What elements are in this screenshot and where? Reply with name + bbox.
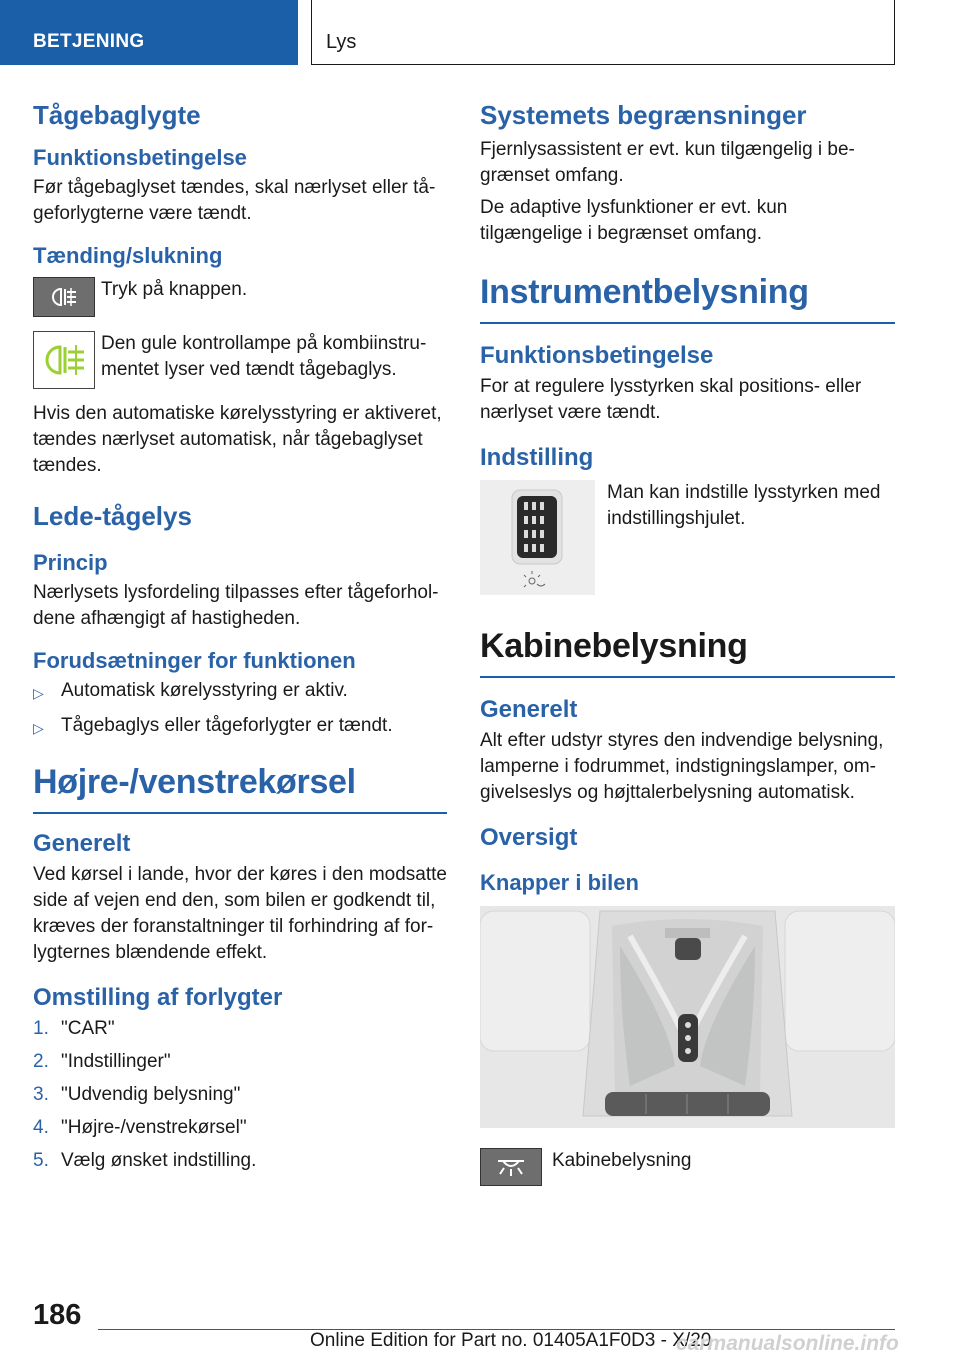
limits-text-1: Fjernlysassistent er evt. kun tilgængelig i be-grænset omfang. bbox=[480, 139, 855, 186]
cabin-light-button-icon bbox=[480, 1148, 542, 1186]
wheel-row bbox=[480, 480, 895, 595]
general-text: Ved kørsel i lande, hvor der køres i den modsatte side af vejen end den, som bilen er godkendt til, kræves der foranstaltninger til forhindring af for-lygternes blændende effekt. bbox=[33, 864, 447, 963]
principle-text: Nærlysets lysfordeling tilpasses efter tågeforhol-dene afhængigt af hastigheden. bbox=[33, 582, 439, 629]
cabin-button-row bbox=[480, 1148, 895, 1186]
cabin-general-title: Generelt bbox=[480, 696, 578, 723]
rear-fog-button-icon bbox=[33, 277, 95, 317]
overview-title: Oversigt bbox=[480, 824, 578, 851]
instr-title: Instrumentbelysning bbox=[480, 273, 895, 324]
triangle-bullet-icon: ▷ bbox=[33, 720, 44, 736]
fog-title: Tågebaglygte bbox=[33, 100, 201, 130]
adjust-title: Omstilling af forlygter bbox=[33, 984, 283, 1011]
list-item: ▷ Automatisk kørelysstyring er aktiv. bbox=[33, 678, 447, 706]
general-title: Generelt bbox=[33, 830, 131, 857]
cabin-button-label: Kabinebelysning bbox=[552, 1150, 692, 1171]
left-column bbox=[33, 100, 447, 1181]
rear-fog-indicator-icon bbox=[33, 331, 95, 389]
instr-func-text: For at regulere lysstyrken skal positions- eller nærlyset være tændt. bbox=[480, 376, 862, 423]
steps-list bbox=[33, 1016, 447, 1174]
section-tab bbox=[0, 0, 298, 65]
fog-lamp-text: Den gule kontrollampe på kombiinstru-mentet lyser ved tændt tågebaglys. bbox=[101, 333, 427, 380]
prereq-title: Forudsætninger for funktionen bbox=[33, 648, 356, 673]
list-item: ▷ Tågebaglys eller tågeforlygter er tændt. bbox=[33, 713, 447, 741]
list-item: 2. "Indstillinger" bbox=[33, 1051, 171, 1072]
buttons-title: Knapper i bilen bbox=[480, 870, 639, 895]
instr-adjust-title: Indstilling bbox=[480, 444, 594, 471]
roof-console-image bbox=[480, 906, 895, 1128]
cabin-title: Kabinebelysning bbox=[480, 627, 895, 678]
instr-adjust-text: Man kan indstille lysstyrken med indstillingshjulet. bbox=[607, 482, 881, 529]
watermark: carmanualsonline.info bbox=[676, 1332, 899, 1355]
fog-func-title: Funktionsbetingelse bbox=[33, 145, 247, 170]
cabin-general-text: Alt efter udstyr styres den indvendige belysning, lamperne i fodrummet, indstigningslamper, om-givelseslys og højttalerbelysning automatisk. bbox=[480, 730, 884, 803]
list-item: 5. Vælg ønsket indstilling. bbox=[33, 1150, 257, 1171]
principle-title: Princip bbox=[33, 550, 108, 575]
fog-press-text: Tryk på knappen. bbox=[101, 279, 248, 300]
list-item: 4. "Højre-/venstrekørsel" bbox=[33, 1117, 247, 1138]
prereq-list bbox=[33, 678, 447, 741]
chapter-label: Lys bbox=[326, 31, 357, 53]
footer-edition: Online Edition for Part no. 01405A1F0D3 - X/20 bbox=[310, 1330, 712, 1351]
lhd-title: Højre-/venstrekørsel bbox=[33, 763, 447, 814]
page-number: 186 bbox=[33, 1299, 82, 1331]
fog-func-text: Før tågebaglyset tændes, skal nærlyset eller tå-geforlygterne være tændt. bbox=[33, 177, 436, 224]
limits-title: Systemets begrænsninger bbox=[480, 100, 807, 130]
list-item: 3. "Udvendig belysning" bbox=[33, 1084, 241, 1105]
section-label: BETJENING bbox=[33, 31, 145, 52]
right-column bbox=[480, 100, 895, 1194]
triangle-bullet-icon: ▷ bbox=[33, 685, 44, 701]
instr-func-title: Funktionsbetingelse bbox=[480, 342, 714, 369]
chapter-box bbox=[311, 0, 895, 65]
limits-text-2: De adaptive lysfunktioner er evt. kun tilgængelige i begrænset omfang. bbox=[480, 197, 788, 244]
fog-auto-text: Hvis den automatiske kørelysstyring er aktiveret, tændes nærlyset automatisk, når tågebaglyset tændes. bbox=[33, 403, 442, 476]
brightness-wheel-image bbox=[480, 480, 595, 595]
fog-onoff-title: Tænding/slukning bbox=[33, 243, 223, 268]
fog-lamp-row bbox=[33, 331, 447, 389]
list-item: 1. "CAR" bbox=[33, 1018, 115, 1039]
lead-title: Lede-tågelys bbox=[33, 501, 192, 531]
fog-press-row bbox=[33, 277, 447, 317]
